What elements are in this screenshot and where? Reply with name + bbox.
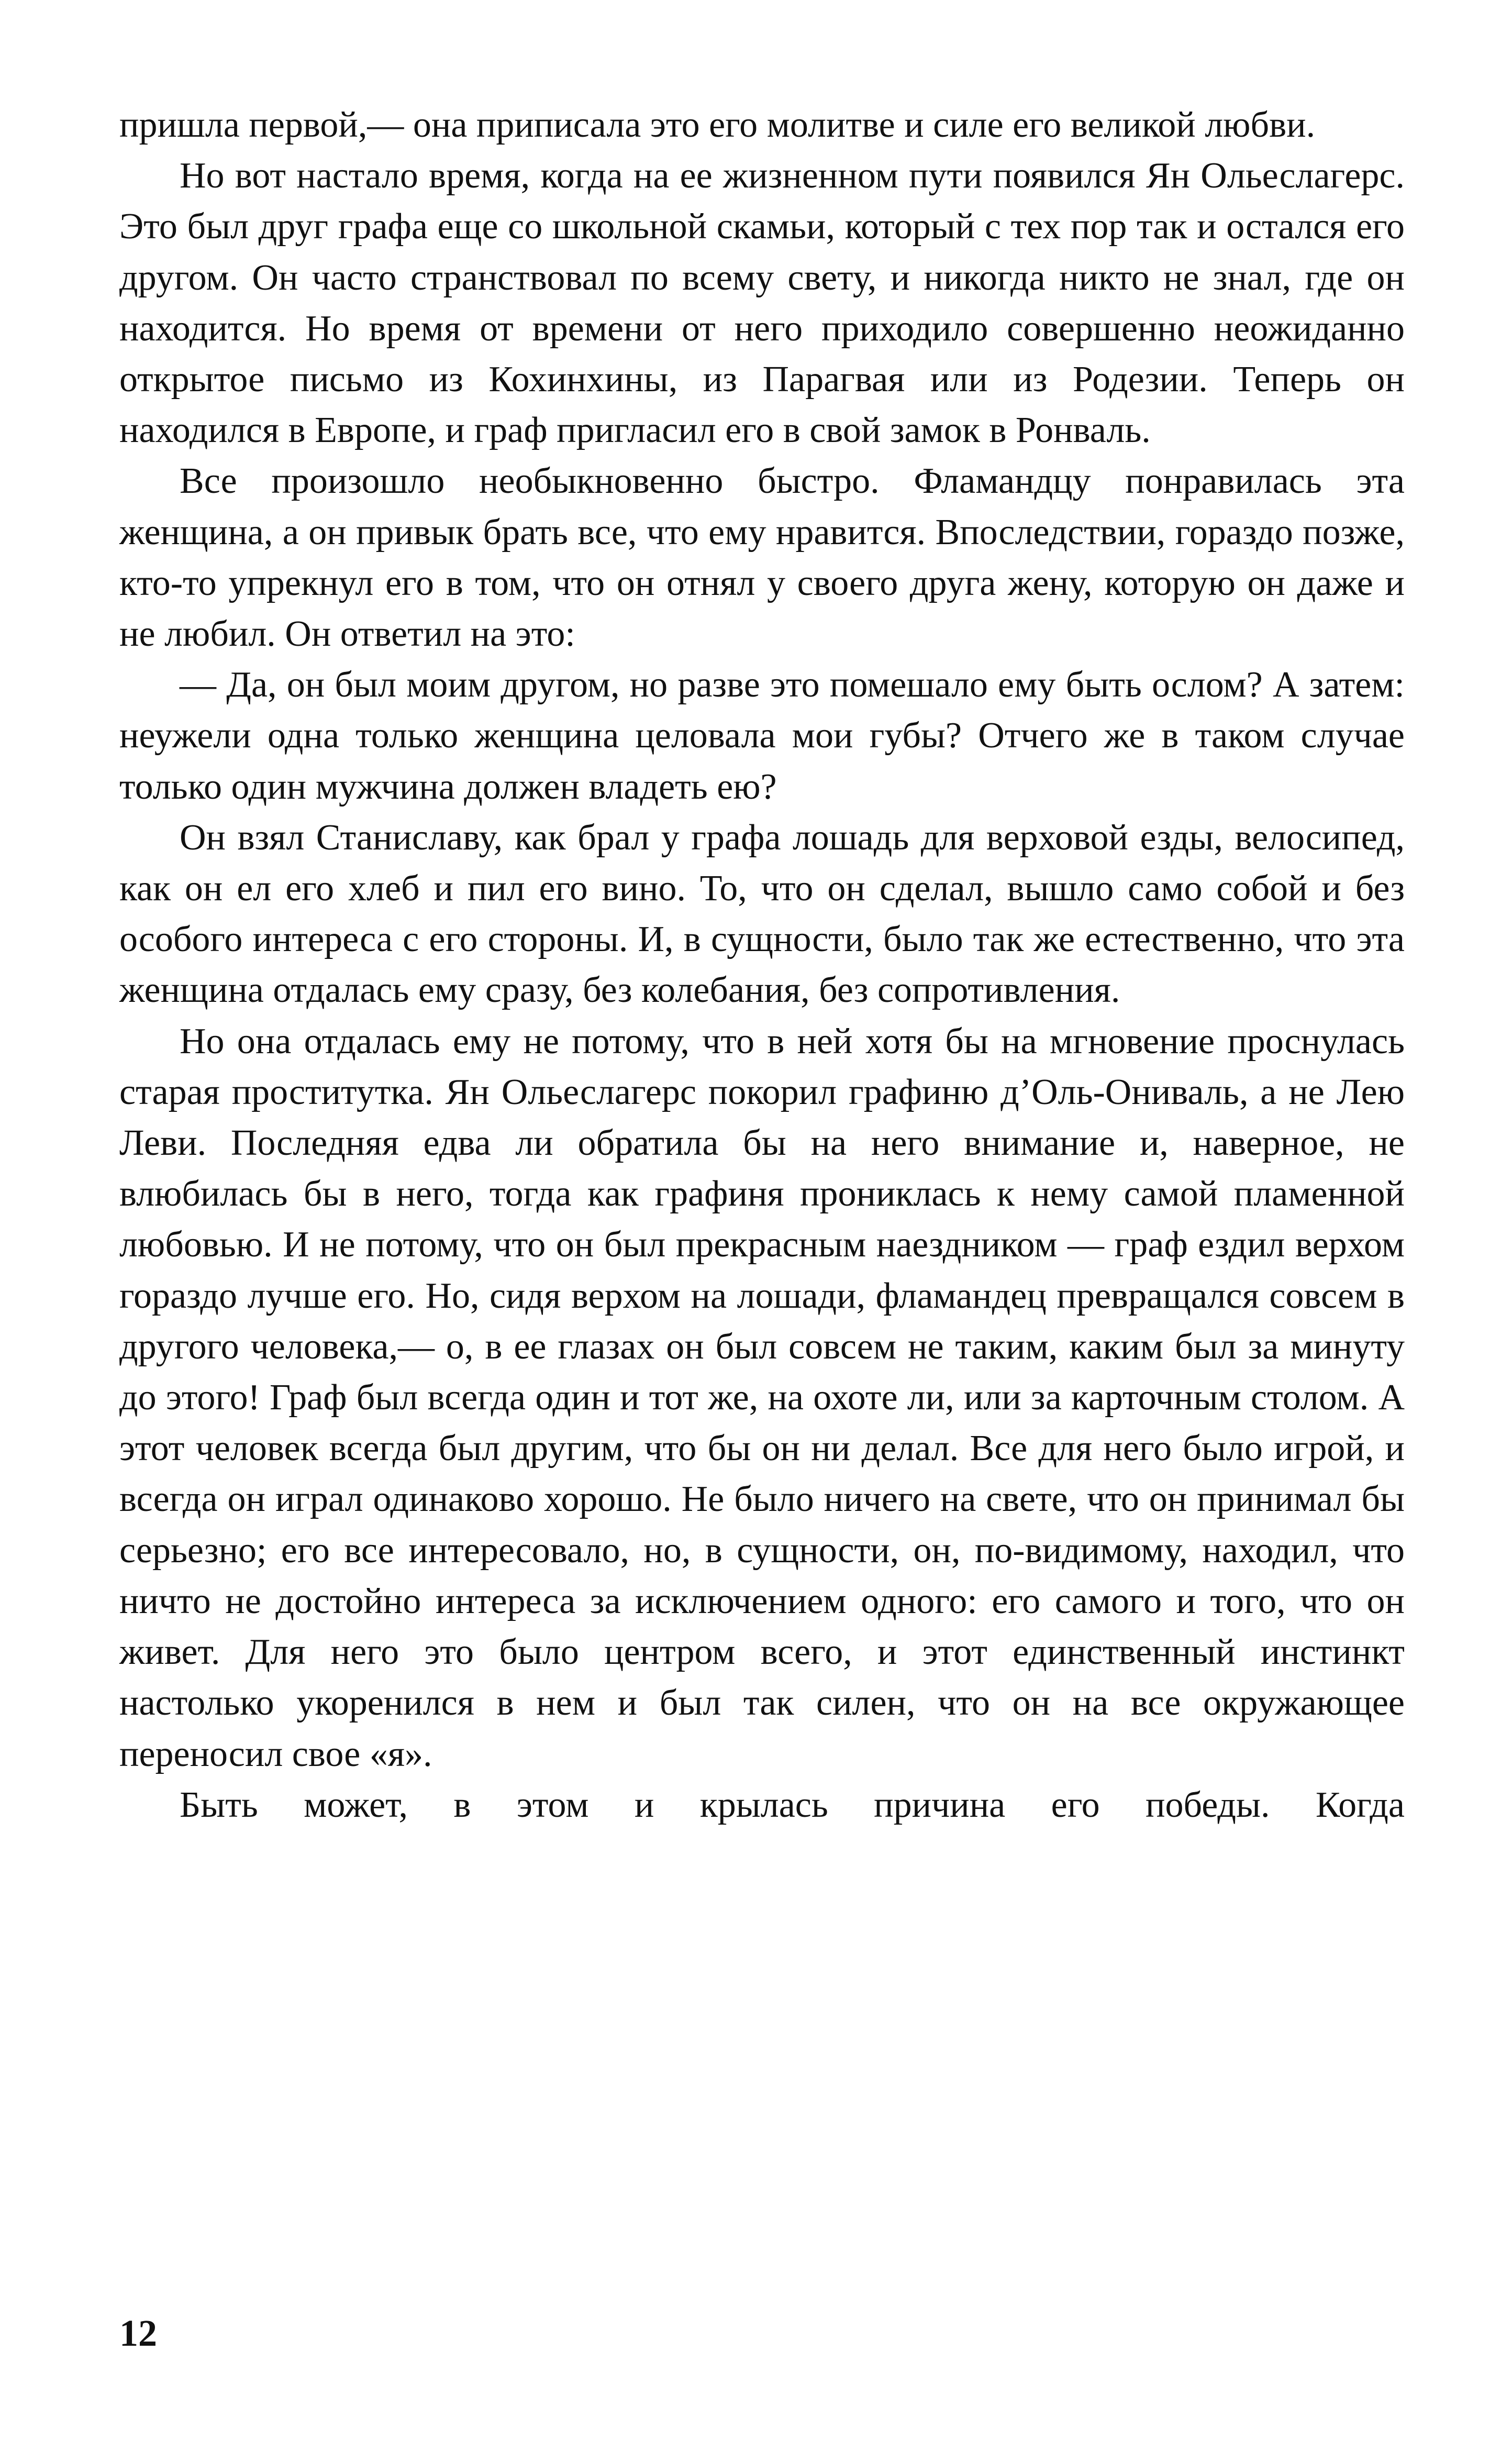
paragraph: Быть может, в этом и крылась причина его победы. Когда <box>180 1784 1405 1825</box>
paragraph: Но она отдалась ему не потому, что в ней хотя бы на мгновение проснулась старая проститутка. Ян Ольеслагерс покорил графиню д’Оль-Ониваль, а не Лею Леви. Последняя едва ли обратила бы на него внимание и, наверное, не влюбилась бы в него, тогда как графиня прониклась к нему самой пламенной любовью. И не потому, что он был прекрасным наездником — граф ездил верхом гораздо лучше его. Но, сидя верхом на лошади, фламандец превращался совсем в другого человека,— о, в ее глазах он был совсем не таким, каким был за минуту до этого! Граф был всегда один и тот же, на охоте ли, или за карточным столом. А этот человек всегда был другим, что бы он ни делал. Все для него было игрой, и всегда он играл одинаково хорошо. Не было ничего на свете, что он принимал бы серьезно; его все интересовало, но, в сущности, он, по-видимому, находил, что ничто не достойно интереса за исключением одного: его самого и того, что он живет. Для него это было центром всего, и этот единственный инстинкт настолько укоренился в нем и был так силен, что он на все окружающее переносил свое «я». <box>119 1021 1405 1774</box>
body-text <box>119 100 1405 1830</box>
paragraph: Все произошло необыкновенно быстро. Фламандцу понравилась эта женщина, а он привык брать все, что ему нравится. Впоследствии, гораздо позже, кто-то упрекнул его в том, что он отнял у своего друга жену, которую он даже и не любил. Он ответил на это: <box>119 461 1405 655</box>
paragraph: пришла первой,— она приписала это его молитве и силе его великой любви. <box>119 105 1316 145</box>
paragraph: Он взял Станиславу, как брал у графа лошадь для верховой езды, велосипед, как он ел его хлеб и пил его вино. То, что он сделал, вышло само собой и без особого интереса с его стороны. И, в сущности, было так же естественно, что эта женщина отдалась ему сразу, без колебания, без сопротивления. <box>119 817 1405 1011</box>
page-number: 12 <box>119 2312 157 2354</box>
paragraph: — Да, он был моим другом, но разве это помешало ему быть ослом? А затем: неужели одна только женщина целовала мои губы? Отчего же в таком случае только один мужчина должен владеть ею? <box>119 665 1405 807</box>
paragraph: Но вот настало время, когда на ее жизненном пути появился Ян Ольеслагерс. Это был друг графа еще со школьной скамьи, который с тех пор так и остался его другом. Он часто странствовал по всему свету, и никогда никто не знал, где он находится. Но время от времени от него приходило совершенно неожиданно открытое письмо из Кохинхины, из Парагвая или из Родезии. Теперь он находился в Европе, и граф пригласил его в свой замок в Ронваль. <box>119 156 1405 451</box>
